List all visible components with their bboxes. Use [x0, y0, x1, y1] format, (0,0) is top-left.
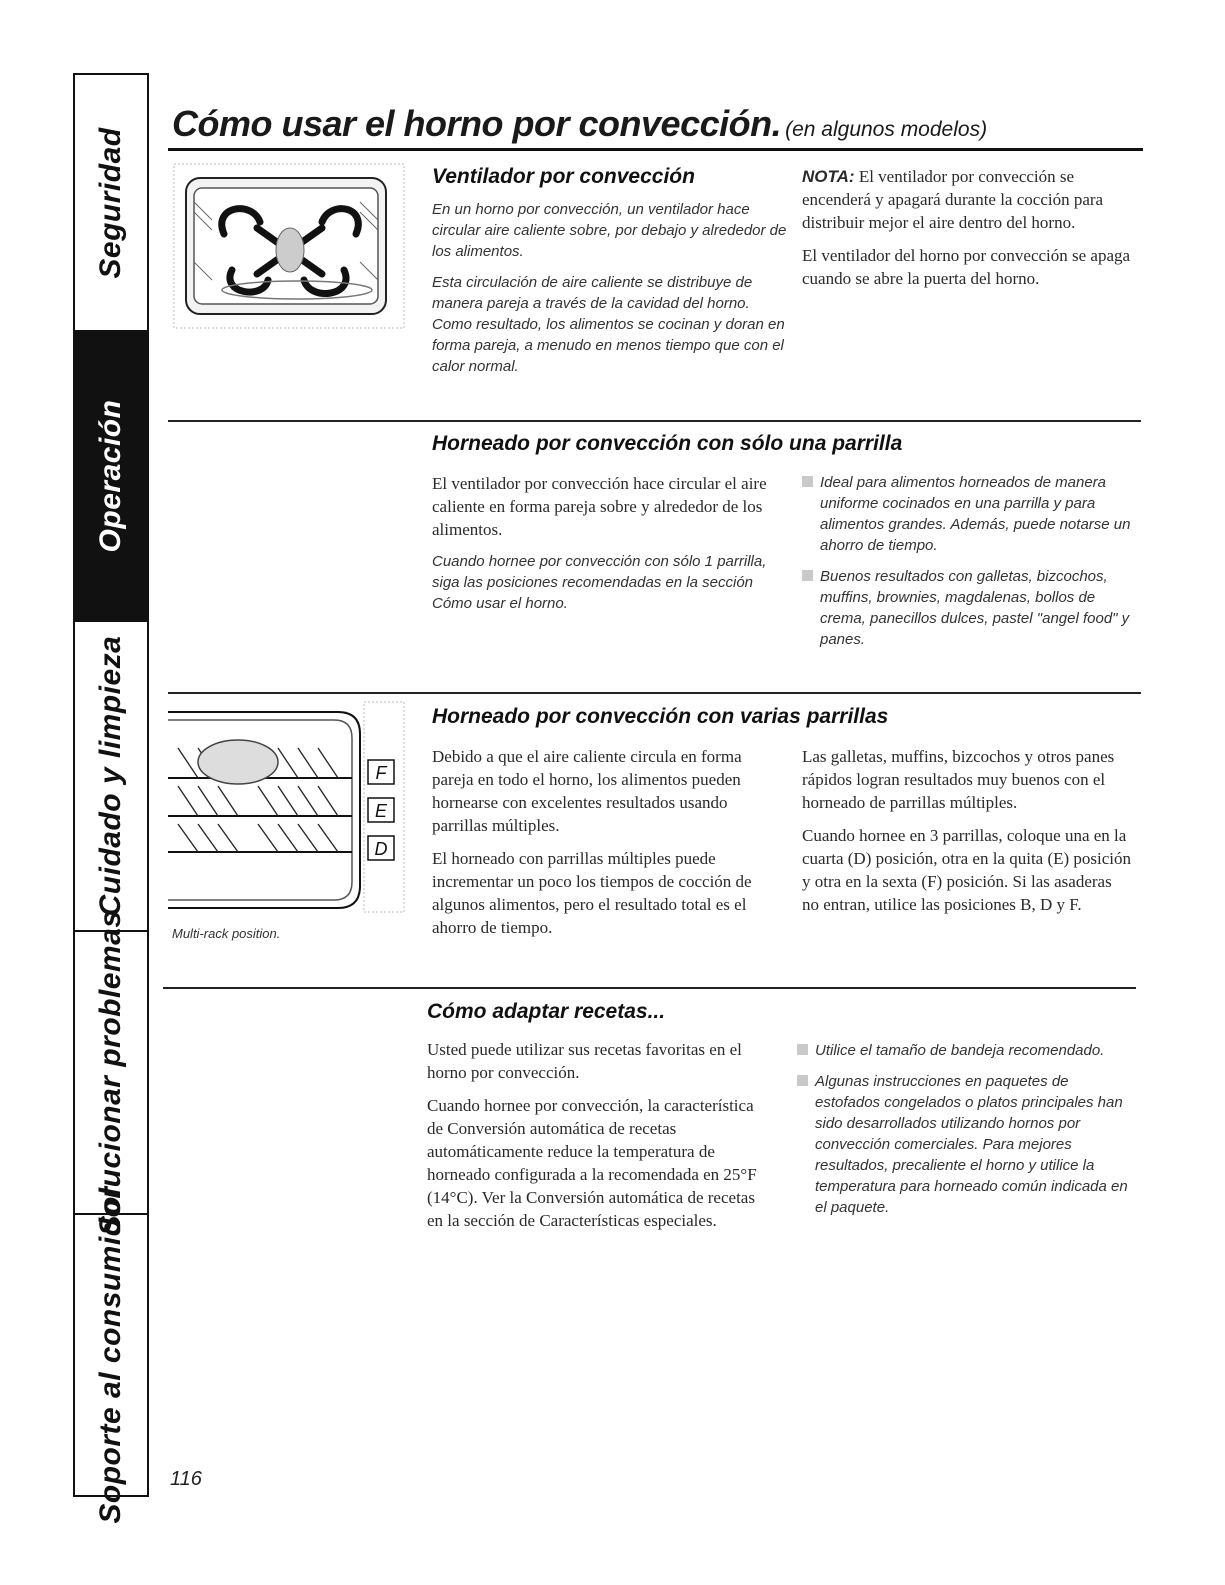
convection-fan-illustration — [172, 162, 407, 332]
varias-parrillas-right-column — [802, 745, 1132, 916]
varias-parrillas-paragraph-3: Las galletas, muffins, bizcochos y otros panes rápidos logran resultados muy buenos con el horneado de parrillas múltiples. — [802, 747, 1115, 812]
section-divider — [168, 692, 1141, 694]
sidebar-tab-cuidado-limpieza[interactable] — [75, 620, 147, 930]
ventilador-paragraph-2: Esta circulación de aire caliente se distribuye de manera pareja a través de la cavidad del horno. Como resultado, los alimentos se cocinan y doran en forma pareja, a menudo en menos tiempo que con el calor normal. — [432, 274, 785, 375]
sidebar-tab-solucionar-problemas[interactable] — [75, 909, 147, 1236]
title-rule — [168, 148, 1143, 151]
adaptar-recetas-right-column — [795, 1040, 1135, 1218]
section-heading-ventilador: Ventilador por convección — [432, 165, 695, 188]
sidebar-tab-operacion[interactable] — [75, 330, 147, 620]
section-ventilador-nota — [802, 165, 1132, 290]
sidebar-tab-label: Operación — [94, 399, 127, 553]
sidebar-tab-label: Cuidado y limpieza — [94, 635, 127, 917]
section-divider — [168, 420, 1141, 422]
bullet-square-icon — [797, 1044, 808, 1055]
list-item — [795, 1071, 1135, 1218]
title-subtitle: (en algunos modelos) — [785, 118, 988, 141]
varias-parrillas-left-column — [432, 745, 782, 939]
sidebar-tab-label: Soporte al consumidor — [94, 1186, 127, 1524]
una-parrilla-left-column — [432, 472, 782, 614]
rack-label-e: E — [374, 801, 388, 821]
ventilador-paragraph-3: El ventilador del horno por convección se apaga cuando se abre la puerta del horno. — [802, 246, 1131, 288]
bullet-text: Algunas instrucciones en paquetes de estofados congelados o platos principales han sido desarrollados utilizando hornos por convección comerciales. Para mejores resultados, precaliente el horno y utilice la temperatura para horneado común indicada en el paquete. — [815, 1073, 1128, 1216]
title-main: Cómo usar el horno por convección. — [172, 103, 782, 144]
section-adaptar-recetas — [427, 1000, 1127, 1024]
multi-rack-illustration — [168, 700, 408, 920]
una-parrilla-paragraph-2: Cuando hornee por convección con sólo 1 parrilla, siga las posiciones recomendadas en la sección Cómo usar el horno. — [432, 553, 767, 612]
section-heading-varias-parrillas: Horneado por convección con varias parrillas — [432, 705, 889, 728]
varias-parrillas-paragraph-1: Debido a que el aire caliente circula en forma pareja en todo el horno, los alimentos pueden hornearse con excelentes resultados usando parrillas múltiples. — [432, 747, 742, 835]
una-parrilla-right-column — [800, 472, 1135, 650]
list-item — [800, 472, 1135, 556]
rack-label-d: D — [374, 839, 388, 859]
varias-parrillas-paragraph-2: El horneado con parrillas múltiples puede incrementar un poco los tiempos de cocción de algunos alimentos, pero el resultado total es el ahorro de tiempo. — [432, 849, 752, 937]
nota-paragraph — [802, 165, 1132, 234]
sidebar-tab-soporte-consumidor[interactable] — [75, 1186, 147, 1524]
una-parrilla-paragraph-1: El ventilador por convección hace circular el aire caliente en forma pareja sobre y alrededor de los alimentos. — [432, 474, 767, 539]
sidebar-nav — [73, 73, 149, 1524]
bullet-square-icon — [797, 1075, 808, 1086]
oven-racks-diagram — [168, 700, 408, 920]
bullet-text: Buenos resultados con galletas, bizcochos, muffins, brownies, magdalenas, bollos de crema, panecillos dulces, pastel "angel food" y panes. — [820, 568, 1130, 648]
bullet-text: Ideal para alimentos horneados de manera uniforme cocinados en una parrilla y para alimentos grandes. Además, puede notarse un ahorro de tiempo. — [820, 474, 1131, 554]
bullet-text: Utilice el tamaño de bandeja recomendado. — [815, 1042, 1105, 1059]
multi-rack-caption: Multi-rack position. — [172, 926, 281, 941]
sidebar-tab-label: Seguridad — [94, 126, 127, 279]
section-ventilador — [432, 165, 792, 377]
sidebar-tab-label: Solucionar problemas — [94, 909, 127, 1236]
nota-label: NOTA: — [802, 167, 855, 186]
list-item — [795, 1040, 1135, 1061]
bullet-square-icon — [802, 476, 813, 487]
rack-label-f: F — [375, 763, 387, 783]
page-title — [172, 103, 1142, 145]
adaptar-recetas-paragraph-1: Usted puede utilizar sus recetas favoritas en el horno por convección. — [427, 1040, 742, 1082]
adaptar-recetas-paragraph-2: Cuando hornee por convección, la característica de Conversión automática de recetas automáticamente reduce la temperatura de horneado configurada a la recomendada en 25°F (14°C). Ver la Conversión automática de recetas en la sección de Características especiales. — [427, 1096, 757, 1230]
oven-fan-diagram — [172, 162, 407, 332]
section-heading-adaptar-recetas: Cómo adaptar recetas... — [427, 1000, 666, 1023]
varias-parrillas-paragraph-4: Cuando hornee en 3 parrillas, coloque una en la cuarta (D) posición, otra en la quita (E) posición y otra en la sexta (F) posición. Si las asaderas no entran, utilice las posiciones B, D y F. — [802, 826, 1132, 914]
section-divider — [163, 987, 1136, 989]
page-number: 116 — [170, 1468, 202, 1490]
adaptar-recetas-left-column — [427, 1038, 767, 1232]
nota-text: El ventilador por convección se encenderá y apagará durante la cocción para distribuir mejor el aire dentro del horno. — [802, 167, 1104, 232]
list-item — [800, 566, 1135, 650]
ventilador-paragraph-1: En un horno por convección, un ventilador hace circular aire caliente sobre, por debajo y alrededor de los alimentos. — [432, 201, 787, 260]
section-una-parrilla — [432, 432, 1132, 456]
section-varias-parrillas — [432, 705, 1132, 729]
sidebar-tab-seguridad[interactable] — [75, 73, 147, 330]
section-heading-una-parrilla: Horneado por convección con sólo una parrilla — [432, 432, 903, 455]
bullet-square-icon — [802, 570, 813, 581]
